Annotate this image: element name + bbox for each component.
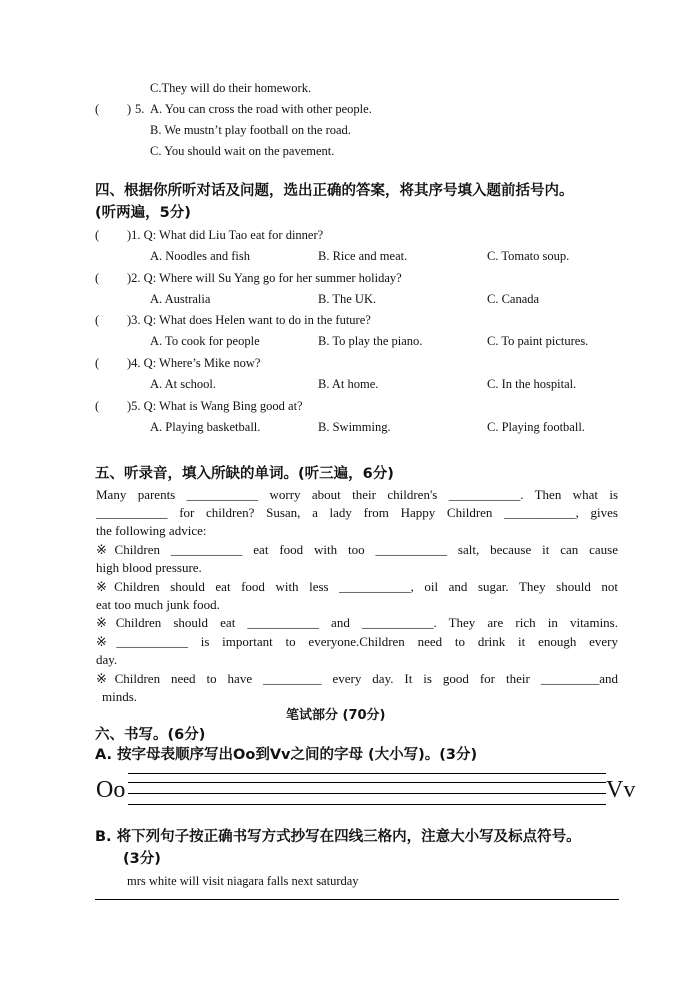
passage-line: ※___________ is important to everyone.Children need to drink it enough every [96,634,618,649]
end-letters: Vv [606,777,636,803]
question-text: )3. Q: What does Helen want to do in the future? [127,313,371,327]
copy-sentence: mrs white will visit niagara falls next saturday [127,874,359,888]
section4-title: 四、根据你所听对话及问题，选出正确的答案，将其序号填入题前括号内。 [95,183,574,199]
section6-a-title: A. 按字母表顺序写出Oo到Vv之间的字母 (大小写)。(3分) [95,747,478,763]
writing-line-4 [128,804,606,805]
option-a: A. Playing basketball. [150,420,261,434]
q5-number: 5. [135,102,145,116]
passage-line: the following advice: [96,523,207,538]
option-c: C. Canada [487,292,540,306]
passage-line: eat too much junk food. [96,597,220,612]
writing-line-2 [128,782,606,783]
section6-title: 六、书写。(6分) [95,727,206,743]
option-a: A. To cook for people [150,334,260,348]
option-b: B. Rice and meat. [318,249,408,263]
passage-line: Many parents ___________ worry about their children's ___________. Then what is [96,487,618,502]
writing-line-1 [128,773,606,774]
option-b: B. The UK. [318,292,377,306]
question-text: )4. Q: Where’s Mike now? [127,356,261,370]
writing-line-3 [128,793,606,794]
answer-bracket-open: ( [95,271,100,285]
option-a: A. At school. [150,377,216,391]
option-c: C. Tomato soup. [487,249,570,263]
passage-line: ___________ for children? Susan, a lady from Happy Children ___________, gives [96,505,618,520]
answer-bracket-open: ( [95,399,100,413]
question-text: )1. Q: What did Liu Tao eat for dinner? [127,228,324,242]
answer-bracket-close: ) [127,102,132,116]
option-a: A. Noodles and fish [150,249,250,263]
question-text: )5. Q: What is Wang Bing good at? [127,399,303,413]
copy-writing-line [95,899,619,900]
option-c: C. To paint pictures. [487,334,589,348]
section4-subtitle: (听两遍，5分) [95,205,191,221]
answer-bracket-open: ( [95,313,100,327]
q5-option-b: B. We mustn’t play football on the road. [150,123,351,137]
start-letters: Oo [96,777,126,803]
passage-line: day. [96,652,118,667]
passage-line: minds. [102,689,138,704]
option-c: C. Playing football. [487,420,585,434]
option-a: A. Australia [150,292,211,306]
q4-option-c: C.They will do their homework. [150,81,312,95]
section6-b-title: B. 将下列句子按正确书写方式抄写在四线三格内，注意大小写及标点符号。 [95,829,581,845]
passage-line: ※Children need to have _________ every day. It is good for their _________and [96,671,618,686]
passage-line: high blood pressure. [96,560,202,575]
passage-line: ※Children should eat ___________ and ___________. They are rich in vitamins. [96,615,618,630]
q5-option-c: C. You should wait on the pavement. [150,144,335,158]
answer-bracket-open: ( [95,102,100,116]
option-b: B. Swimming. [318,420,391,434]
option-b: B. At home. [318,377,379,391]
option-c: C. In the hospital. [487,377,577,391]
passage-line: ※Children should eat food with less ___________, oil and sugar. They should not [96,579,618,594]
section5-title: 五、听录音，填入所缺的单词。(听三遍，6分) [95,466,394,482]
written-part-title: 笔试部分 (70分) [286,708,386,723]
passage-line: ※Children ___________ eat food with too ___________ salt, because it can cause [96,542,618,557]
question-text: )2. Q: Where will Su Yang go for her summer holiday? [127,271,402,285]
section6-b-score: (3分) [123,851,161,867]
q5-option-a: A. You can cross the road with other people. [150,102,372,116]
answer-bracket-open: ( [95,356,100,370]
option-b: B. To play the piano. [318,334,423,348]
answer-bracket-open: ( [95,228,100,242]
